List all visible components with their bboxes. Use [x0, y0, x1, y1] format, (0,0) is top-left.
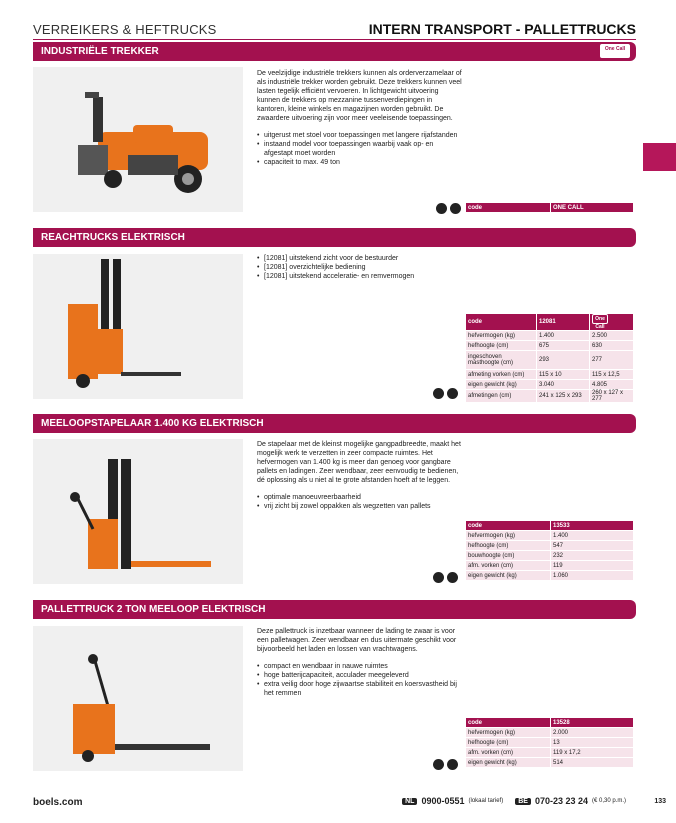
- tow-tractor-illustration: [33, 67, 243, 212]
- list-item: • compact en wendbaar in nauwe ruimtes: [257, 662, 467, 671]
- header-divider: [33, 39, 636, 40]
- table-row: eigen gewicht (kg) 3.040 4.805: [466, 380, 634, 390]
- product-photo-stacker: [33, 439, 243, 584]
- section-bar-reachtrucks: [33, 228, 636, 247]
- section-title: INDUSTRIËLE TREKKER: [41, 46, 159, 57]
- table-row: afmetingen (cm) 241 x 125 x 293 260 x 127 x 277: [466, 390, 634, 403]
- section-bar-pallettruck: [33, 600, 636, 619]
- list-item: • optimale manoeuvreerbaarheid: [257, 493, 467, 502]
- list-item: • hoge batterijcapaciteit, acculader meegeleverd: [257, 671, 467, 680]
- table-header: code 13533: [466, 521, 634, 531]
- page-title: INTERN TRANSPORT - PALLETTRUCKS: [368, 21, 636, 37]
- section-title: MEELOOPSTAPELAAR 1.400 KG ELEKTRISCH: [41, 418, 264, 429]
- table-row: afm. vorken (cm) 119: [466, 561, 634, 571]
- footer-site-link[interactable]: boels.com: [33, 797, 83, 808]
- list-item: • extra veilig door hoge zijwaartse stabiliteit en koersvastheid bij het remmen: [257, 680, 467, 698]
- nl-phone: 0900-0551: [421, 796, 465, 806]
- description-pallettruck: Deze pallettruck is inzetbaar wanneer de lading te zwaar is voor een palletwagen. Zeer wendbaar en dus uitermate geschikt voor bijvoorbeeld het laden en lossen van vrachtwagens. • compact en wendbaar in nauwe ruimtes • hoge batterijcapaciteit, acculader meegeleverd • extra veilig door hoge zijwaartse stabiliteit en koersvastheid bij het remmen: [257, 627, 467, 698]
- nl-note: (lokaal tarief): [468, 798, 504, 804]
- description-reachtrucks: [257, 254, 467, 281]
- section-category: VERREIKERS & HEFTRUCKS: [33, 22, 217, 37]
- section-bar-industriele-trekker: [33, 42, 636, 61]
- footer-contact: [402, 796, 626, 806]
- list-item: • uitgerust met stoel voor toepassingen met langere rijafstanden: [257, 131, 462, 140]
- spec-table-industriele-trekker: [466, 203, 634, 213]
- table-row: afm. vorken (cm) 119 x 17,2: [466, 748, 634, 758]
- table-row: hefhoogte (cm) 13: [466, 738, 634, 748]
- section-title: PALLETTRUCK 2 TON MEELOOP ELEKTRISCH: [41, 604, 266, 615]
- list-item: • [12081] uitstekend acceleratie- en remvermogen: [257, 272, 467, 281]
- reachtruck-illustration: [33, 254, 243, 399]
- stacker-illustration: [33, 439, 243, 584]
- be-note: (€ 0,30 p.m.): [591, 798, 626, 804]
- pallettruck-illustration: [33, 626, 243, 771]
- indoor-icon: [450, 203, 461, 214]
- product-photo-tow-tractor: [33, 67, 243, 212]
- forklift-icon: [447, 388, 458, 399]
- spec-table-pallettruck: [466, 718, 634, 768]
- one-call-badge: One Call: [600, 44, 630, 58]
- table-header: code 13528: [466, 718, 634, 728]
- spec-table-meeloopstapelaar: [466, 521, 634, 581]
- list-item: • [12081] overzichtelijke bediening: [257, 263, 467, 272]
- feature-icons: [433, 572, 458, 583]
- list-item: • vrij zicht bij zowel oppakken als wegzetten van pallets: [257, 502, 467, 511]
- feature-icons: [436, 203, 461, 214]
- list-item: • [12081] uitstekend zicht voor de bestuurder: [257, 254, 467, 263]
- be-flag: BE: [515, 798, 531, 805]
- feature-icons: [433, 388, 458, 399]
- one-call-icon: One Call: [592, 314, 608, 324]
- table-row: ingeschoven masthoogte (cm) 293 277: [466, 351, 634, 370]
- table-row: bouwhoogte (cm) 232: [466, 551, 634, 561]
- side-tab-marker: [643, 143, 676, 171]
- pallet-icon: [447, 572, 458, 583]
- table-row: hefvermogen (kg) 1.400 2.500: [466, 331, 634, 341]
- description-meeloopstapelaar: De stapelaar met de kleinst mogelijke gangpadbreedte, maakt het mogelijk werk te verzetten in zeer compacte ruimtes. Het hefvermogen van 1.400 kg is meer dan genoeg voor gangbare pallets en ladingen. Zeer wendbaar, zeer eenvoudig te bedienen, dé oplossing als u niet al te grote afstanden hoeft af te leggen. • optimale manoeuvreerbaarheid • vrij zicht bij zowel oppakken als wegzetten van pallets: [257, 440, 467, 511]
- section-bar-meeloopstapelaar: [33, 414, 636, 433]
- electric-icon: [433, 572, 444, 583]
- table-row: hefvermogen (kg) 1.400: [466, 531, 634, 541]
- be-phone: 070-23 23 24: [534, 796, 588, 806]
- table-row: afmeting vorken (cm) 115 x 10 115 x 12,5: [466, 370, 634, 380]
- section-title: REACHTRUCKS ELEKTRISCH: [41, 232, 185, 243]
- table-row: eigen gewicht (kg) 1.060: [466, 571, 634, 581]
- electric-icon: [436, 203, 447, 214]
- feature-icons: [433, 759, 458, 770]
- table-row: eigen gewicht (kg) 514: [466, 758, 634, 768]
- pallet-icon: [447, 759, 458, 770]
- description-industriele-trekker: De veelzijdige industriële trekkers kunnen als orderverzamelaar of als industriële trekker worden gebruikt. Deze trekkers kunnen veel lasten tegelijk efficiënt vervoeren. In lichtgewicht uitvoering kunnen de trekkers op mezzanine tussenverdiepingen in kantoren, kleine winkels en magazijnen worden gebruikt. De zwaardere uitvoering zijn voor meer veeleisende toepassingen. • uitgerust met stoel voor toepassingen met langere rijafstanden • instaand model voor toepassingen waarbij vaak op- en afgestapt moet worden • capaciteit to max. 49 ton: [257, 69, 462, 167]
- spec-table-reachtrucks: [466, 314, 634, 403]
- electric-icon: [433, 759, 444, 770]
- table-row: hefvermogen (kg) 2.000: [466, 728, 634, 738]
- list-item: • instaand model voor toepassingen waarbij vaak op- en afgestapt moet worden: [257, 140, 462, 158]
- table-row: hefhoogte (cm) 675 630: [466, 341, 634, 351]
- list-item: • capaciteit to max. 49 ton: [257, 158, 462, 167]
- page-number: 133: [654, 798, 666, 805]
- product-photo-reachtruck: [33, 254, 243, 399]
- nl-flag: NL: [402, 798, 417, 805]
- table-header: code ONE CALL: [466, 203, 634, 213]
- table-row: hefhoogte (cm) 547: [466, 541, 634, 551]
- electric-icon: [433, 388, 444, 399]
- table-header: code 12081 One Call: [466, 314, 634, 331]
- product-photo-pallettruck: [33, 626, 243, 771]
